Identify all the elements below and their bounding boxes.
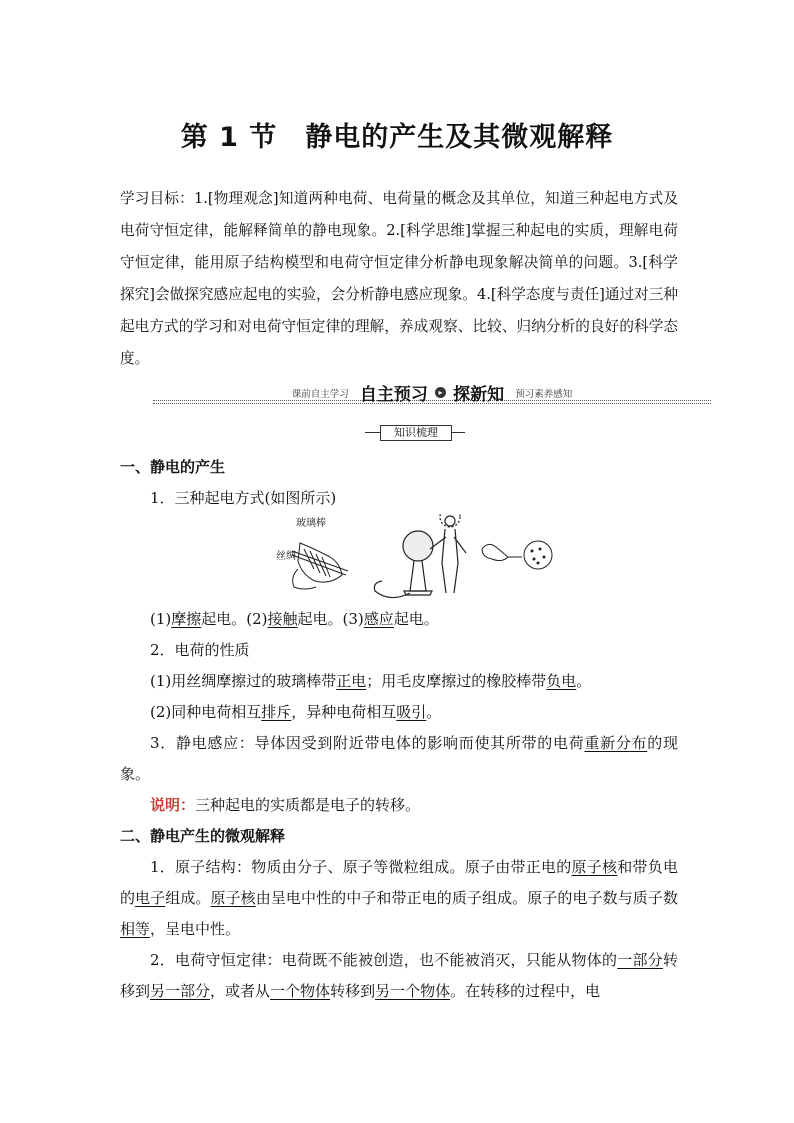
banner-left-caption: 课前自主学习 xyxy=(291,388,349,400)
page-title: 第 1 节 静电的产生及其微观解释 xyxy=(180,122,614,153)
electrification-figure xyxy=(270,513,560,603)
section-1-heading: 一、静电的产生 xyxy=(120,458,226,476)
knowledge-tag xyxy=(365,425,465,440)
s2-item1: 1．原子结构：物质由分子、原子等微粒组成。原子由带正电的原子核和带负电的电子组成。原子核由呈电中性的中子和带正电的质子组成。原子的电子数与质子数相等，呈电中性。 xyxy=(120,858,678,938)
induction-electrification-icon xyxy=(482,541,552,569)
s1-item1: 1．三种起电方式(如图所示) xyxy=(150,489,337,507)
s1-methods: (1)摩擦起电。(2)接触起电。(3)感应起电。 xyxy=(150,610,439,628)
note-text: 三种起电的实质都是电子的转移。 xyxy=(195,796,421,814)
s1-item3: 3．静电感应：导体因受到附近带电体的影响而使其所带的电荷重新分布的现象。 xyxy=(120,734,678,783)
s1-prop1: (1)用丝绸摩擦过的玻璃棒带正电；用毛皮摩擦过的橡胶棒带负电。 xyxy=(150,672,592,690)
friction-icon xyxy=(292,543,348,589)
banner-title-2: 探新知 xyxy=(453,385,505,405)
banner-title-1: 自主预习 xyxy=(359,385,428,405)
s2-item2: 2．电荷守恒定律：电荷既不能被创造，也不能被消灭，只能从物体的一部分转移到另一部分，或者从一个物体转移到另一个物体。在转移的过程中，电 xyxy=(120,951,678,1000)
learning-goals xyxy=(120,183,678,375)
s1-note xyxy=(120,790,678,821)
contact-electrification-icon xyxy=(374,513,466,598)
figure-label-silk: 丝绸 xyxy=(276,551,296,562)
knowledge-tag-label: 知识梳理 xyxy=(380,425,452,441)
arrow-right-icon: ▸ xyxy=(435,387,446,398)
section-2-heading: 二、静电产生的微观解释 xyxy=(120,827,286,845)
note-label: 说明： xyxy=(150,796,196,814)
figure-label-glass-rod: 玻璃棒 xyxy=(296,518,326,529)
s1-prop2: (2)同种电荷相互排斥，异种电荷相互吸引。 xyxy=(150,703,442,721)
section-banner xyxy=(153,378,711,408)
learning-goals-label: 学习目标： xyxy=(120,190,194,207)
s1-item2: 2．电荷的性质 xyxy=(150,641,250,659)
banner-right-caption: 预习素养感知 xyxy=(515,388,573,400)
learning-goals-text: 1.[物理观念]知道两种电荷、电荷量的概念及其单位，知道三种起电方式及电荷守恒定律，能解释简单的静电现象。2.[科学思维]掌握三种起电的实质，理解电荷守恒定律，能用原子结构模型和电荷守恒定律分析静电现象解决简单的问题。3.[科学探究]会做探究感应起电的实验，会分析静电感应现象。4.[科学态度与责任]通过对三种起电方式的学习和对电荷守恒定律的理解，养成观察、比较、归纳分析的良好的科学态度。 xyxy=(120,190,678,367)
